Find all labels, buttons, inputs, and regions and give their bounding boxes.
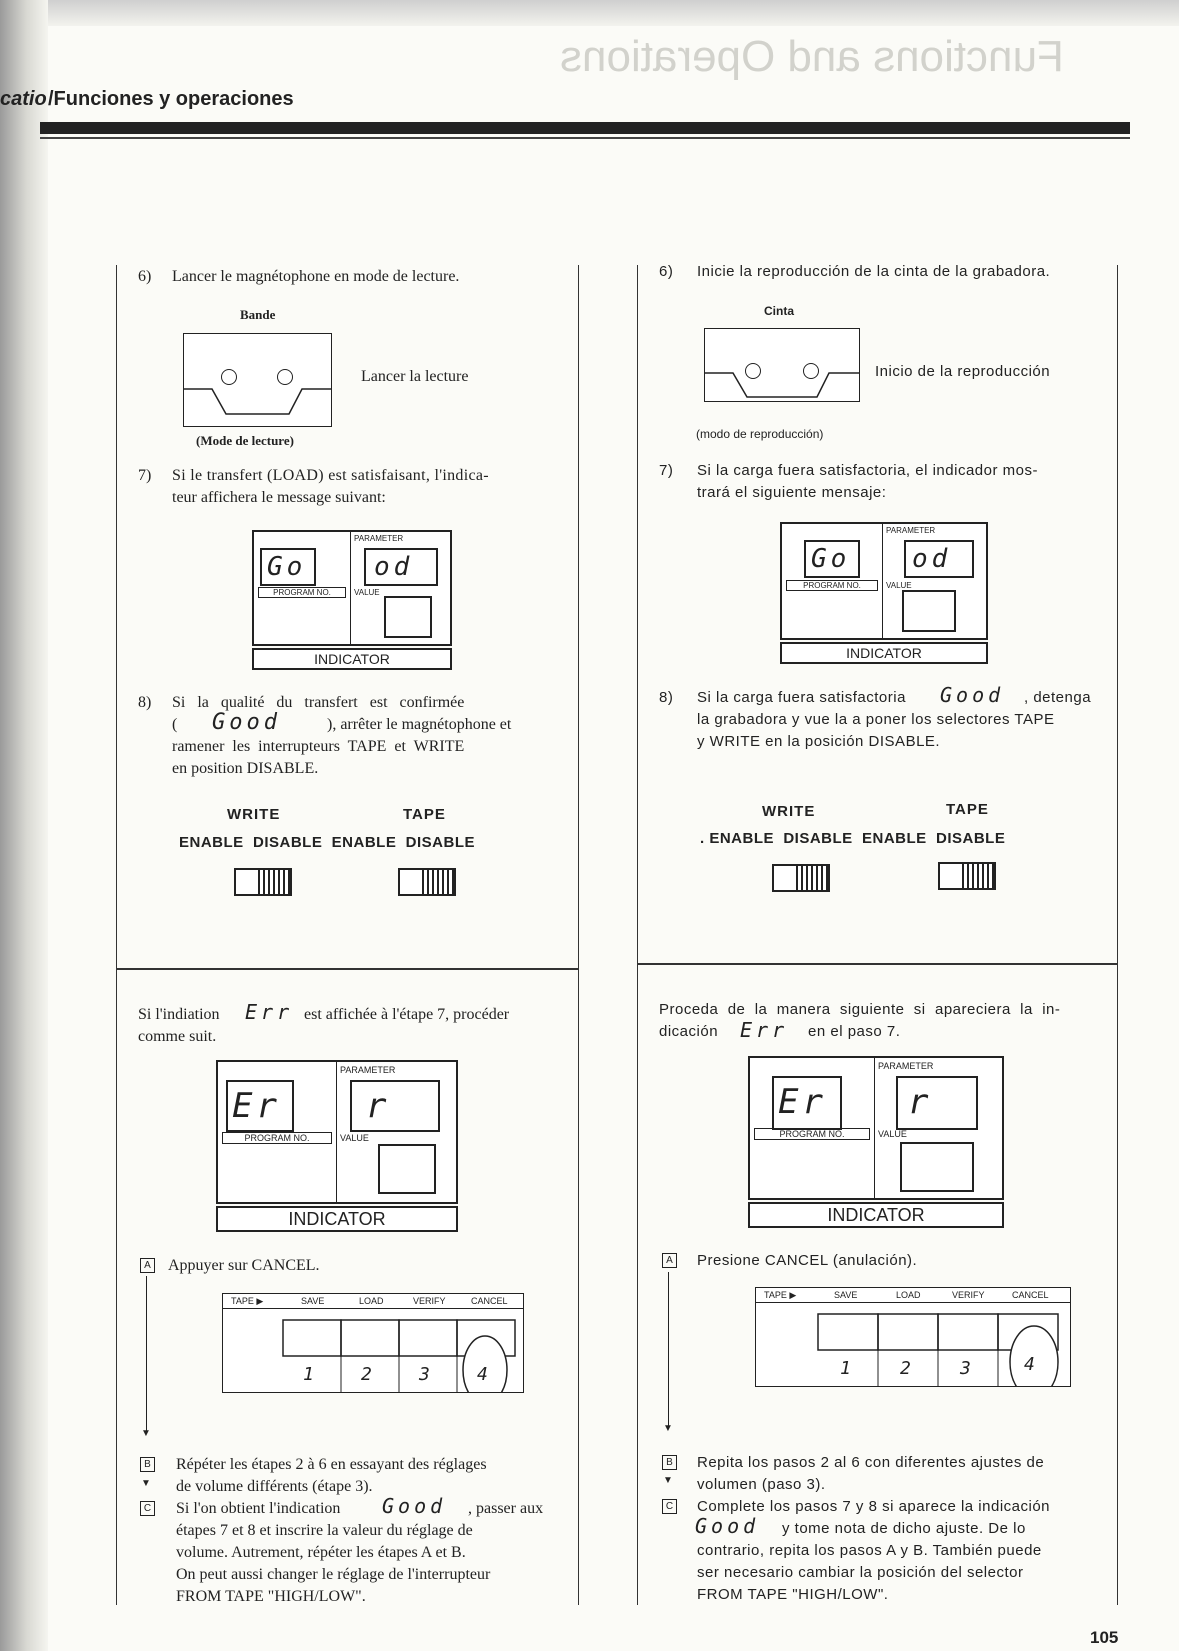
es-indicator-label: INDICATOR	[780, 642, 988, 664]
es-step8-line2: la grabadora y vue la a poner los selectores TAPE	[697, 711, 1055, 728]
fr-step8-paren: (	[172, 716, 178, 733]
fr-err-line1a: Si l'indiation	[138, 1006, 220, 1023]
es-step7-line1: Si la carga fuera satisfactoria, el indicador mos-	[697, 462, 1038, 479]
parameter-label: PARAMETER	[340, 1065, 396, 1075]
es-tape-switch-label: TAPE	[946, 801, 989, 818]
fr-indicator-good	[252, 530, 452, 646]
page-title: /Funciones y operaciones	[48, 88, 294, 110]
es-stepC-line2b: y tome nota de dicho ajuste. De lo	[782, 1520, 1026, 1537]
column-rule-mid-right	[637, 265, 638, 1605]
display-digits: r	[908, 1082, 933, 1122]
display-digits: Go	[811, 544, 851, 574]
fr-mode-label: (Mode de lecture)	[196, 433, 294, 448]
es-good-symbol: Good	[940, 683, 1005, 707]
es-write-label: WRITE	[762, 803, 816, 820]
key-label: TAPE ▶	[764, 1290, 797, 1300]
fr-indicator-err	[216, 1060, 458, 1204]
value-display	[378, 1144, 436, 1194]
es-step7-number: 7)	[659, 462, 674, 479]
key-label: LOAD	[896, 1290, 921, 1300]
row-rule-left	[116, 968, 579, 970]
column-rule-left	[116, 265, 117, 1605]
es-step8-line1b: , detenga	[1024, 689, 1092, 706]
fr-err-line1b: est affichée à l'étape 7, procéder	[304, 1006, 510, 1023]
key-label: CANCEL	[1012, 1290, 1049, 1300]
program-display	[804, 540, 860, 578]
key-label: TAPE ▶	[231, 1296, 264, 1306]
parameter-display	[896, 1076, 978, 1130]
parameter-label: PARAMETER	[886, 526, 936, 535]
fr-step8-line3: ramener les interrupteurs TAPE et WRITE	[172, 738, 465, 755]
fr-stepC-letter: C	[140, 1501, 155, 1516]
es-stepC-line5: FROM TAPE "HIGH/LOW".	[697, 1586, 889, 1603]
es-cassette	[704, 328, 860, 402]
fr-step8-number: 8)	[138, 694, 152, 711]
program-no-label: PROGRAM NO.	[754, 1128, 870, 1140]
fr-stepB-line1: Répéter les étapes 2 à 6 en essayant des réglages	[176, 1456, 487, 1473]
fr-tape-switch-label: TAPE	[403, 806, 446, 823]
value-label: VALUE	[354, 588, 380, 597]
arrow-down-icon: ▼	[141, 1478, 151, 1489]
es-indicator-good	[780, 522, 988, 640]
fr-stepB-line2: de volume différents (étape 3).	[176, 1478, 373, 1495]
fr-step6-number: 6)	[138, 268, 152, 285]
es-stepB-line2: volumen (paso 3).	[697, 1476, 826, 1493]
es-step8-line1a: Si la carga fuera satisfactoria	[697, 689, 906, 706]
parameter-display	[364, 548, 438, 586]
display-digits: Er	[778, 1082, 827, 1122]
top-shadow	[0, 0, 1179, 26]
fr-step8-line2b: ), arrêter le magnétophone et	[327, 716, 512, 733]
key-number: 1	[303, 1364, 318, 1385]
es-step8-line3: y WRITE en la posición DISABLE.	[697, 733, 941, 750]
fr-write-label: WRITE	[227, 806, 281, 823]
value-label: VALUE	[340, 1133, 369, 1143]
column-rule-right	[1117, 265, 1118, 1605]
es-indicator-err-label: INDICATOR	[748, 1202, 1004, 1228]
key-label: LOAD	[359, 1296, 384, 1306]
fr-good-symbol: Good	[382, 1494, 447, 1518]
parameter-display	[904, 540, 974, 578]
es-keyboard	[755, 1287, 1071, 1387]
binding-shadow	[0, 0, 48, 1651]
fr-good-symbol: Good	[212, 710, 281, 735]
key-label: SAVE	[301, 1296, 325, 1306]
cassette-window-icon	[184, 334, 331, 426]
program-display	[226, 1080, 294, 1132]
display-digits: Go	[267, 552, 307, 582]
key-number: 2	[361, 1364, 376, 1385]
es-indicator-err	[748, 1056, 1004, 1200]
fr-keyboard	[222, 1293, 524, 1393]
es-tape-switch	[938, 862, 996, 890]
fr-step7-line1: Si le transfert (LOAD) est satisfaisant, l'indica-	[172, 467, 489, 484]
es-step7-line2: trará el siguiente mensaje:	[697, 484, 887, 501]
fr-stepA-letter: A	[140, 1258, 155, 1273]
fr-stepA-text: Appuyer sur CANCEL.	[168, 1257, 320, 1274]
display-digits: od	[912, 544, 952, 574]
es-stepC-line1: Complete los pasos 7 y 8 si aparece la indicación	[697, 1498, 1051, 1515]
header-rule	[40, 122, 1130, 134]
fr-stepC-line3: volume. Autrement, répéter les étapes A et B.	[176, 1544, 466, 1561]
header-fragment: catio	[0, 88, 47, 110]
es-stepC-letter: C	[662, 1499, 677, 1514]
fr-step8-line1: Si la qualité du transfert est confirmée	[172, 694, 465, 711]
fr-write-switch	[234, 868, 292, 896]
header-rule-thin	[40, 137, 1130, 139]
key-label: CANCEL	[471, 1296, 508, 1306]
es-arrow-line	[668, 1272, 669, 1427]
value-display	[900, 1142, 974, 1192]
fr-stepC-line1a: Si l'on obtient l'indication	[176, 1500, 341, 1517]
es-play-action: Inicio de la reproducción	[875, 363, 1051, 380]
display-digits: r	[366, 1086, 391, 1126]
key-number: 3	[419, 1364, 434, 1385]
es-stepB-line1: Repita los pasos 2 al 6 con diferentes ajustes de	[697, 1454, 1045, 1471]
page-number: 105	[1090, 1628, 1119, 1647]
es-stepC-line3: contrario, repita los pasos A y B. También puede	[697, 1542, 1042, 1559]
arrow-down-icon: ▼	[663, 1475, 673, 1486]
fr-stepC-line1b: , passer aux	[468, 1500, 544, 1517]
parameter-label: PARAMETER	[878, 1061, 934, 1071]
fr-err-line2: comme suit.	[138, 1028, 217, 1045]
key-number: 3	[960, 1358, 975, 1379]
column-rule-mid-left	[578, 265, 579, 1605]
program-display	[772, 1076, 842, 1130]
row-rule-right	[637, 963, 1118, 965]
value-label: VALUE	[878, 1129, 907, 1139]
es-good-symbol: Good	[695, 1514, 760, 1538]
es-stepB-letter: B	[662, 1455, 677, 1470]
es-switch-positions: . ENABLE DISABLE ENABLE DISABLE	[700, 830, 1006, 847]
fr-indicator-label: INDICATOR	[252, 648, 452, 670]
fr-step7-number: 7)	[138, 467, 152, 484]
es-step6-text: Inicie la reproducción de la cinta de la grabadora.	[697, 263, 1051, 280]
fr-tape-label: Bande	[240, 307, 276, 322]
fr-err-symbol: Err	[245, 1000, 294, 1024]
es-err-symbol: Err	[740, 1018, 789, 1042]
display-digits: Er	[232, 1086, 281, 1126]
es-stepA-text: Presione CANCEL (anulación).	[697, 1252, 918, 1269]
fr-stepC-line5: FROM TAPE "HIGH/LOW".	[176, 1588, 366, 1605]
es-stepC-line4: ser necesario cambiar la posición del selector	[697, 1564, 1024, 1581]
key-number: 4	[1024, 1354, 1039, 1375]
es-stepA-letter: A	[662, 1253, 677, 1268]
fr-tape-switch	[398, 868, 456, 896]
cassette-window-icon	[705, 329, 859, 401]
program-no-label: PROGRAM NO.	[786, 580, 878, 591]
fr-switch-positions: ENABLE DISABLE ENABLE DISABLE	[179, 834, 476, 851]
es-mode-label: (modo de reproducción)	[696, 427, 824, 441]
fr-stepC-line2: étapes 7 et 8 et inscrire la valeur du réglage de	[176, 1522, 473, 1539]
fr-stepB-letter: B	[140, 1457, 155, 1472]
fr-play-action: Lancer la lecture	[361, 368, 469, 385]
parameter-display	[350, 1080, 440, 1132]
es-write-switch	[772, 864, 830, 892]
program-no-label: PROGRAM NO.	[222, 1132, 332, 1144]
fr-cassette	[183, 333, 332, 427]
es-err-line2b: en el paso 7.	[808, 1023, 901, 1040]
key-label: SAVE	[834, 1290, 858, 1300]
arrow-down-icon: ▼	[663, 1423, 673, 1434]
fr-step7-line2: teur affichera le message suivant:	[172, 489, 386, 506]
key-number: 2	[900, 1358, 915, 1379]
arrow-down-icon: ▼	[141, 1428, 151, 1439]
program-display	[260, 548, 316, 586]
key-number: 4	[477, 1364, 492, 1385]
program-no-label: PROGRAM NO.	[258, 587, 346, 598]
fr-step8-line4: en position DISABLE.	[172, 760, 319, 777]
es-err-line2a: dicación	[659, 1023, 719, 1040]
es-step6-number: 6)	[659, 263, 674, 280]
fr-step6-text: Lancer le magnétophone en mode de lecture.	[172, 268, 460, 285]
key-number: 1	[840, 1358, 855, 1379]
bleed-through-title: Functions and Operations	[560, 32, 1064, 81]
es-step8-number: 8)	[659, 689, 674, 706]
key-label: VERIFY	[413, 1296, 446, 1306]
parameter-label: PARAMETER	[354, 534, 404, 543]
key-label: VERIFY	[952, 1290, 985, 1300]
value-label: VALUE	[886, 581, 912, 590]
fr-stepC-line4: On peut aussi changer le réglage de l'interrupteur	[176, 1566, 491, 1583]
value-display	[902, 590, 956, 632]
display-digits: od	[374, 552, 414, 582]
value-display	[384, 596, 432, 638]
fr-arrow-line	[146, 1276, 147, 1431]
fr-indicator-err-label: INDICATOR	[216, 1206, 458, 1232]
es-err-line1: Proceda de la manera siguiente si apareciera la in-	[659, 1001, 1061, 1018]
es-tape-label: Cinta	[764, 304, 794, 318]
